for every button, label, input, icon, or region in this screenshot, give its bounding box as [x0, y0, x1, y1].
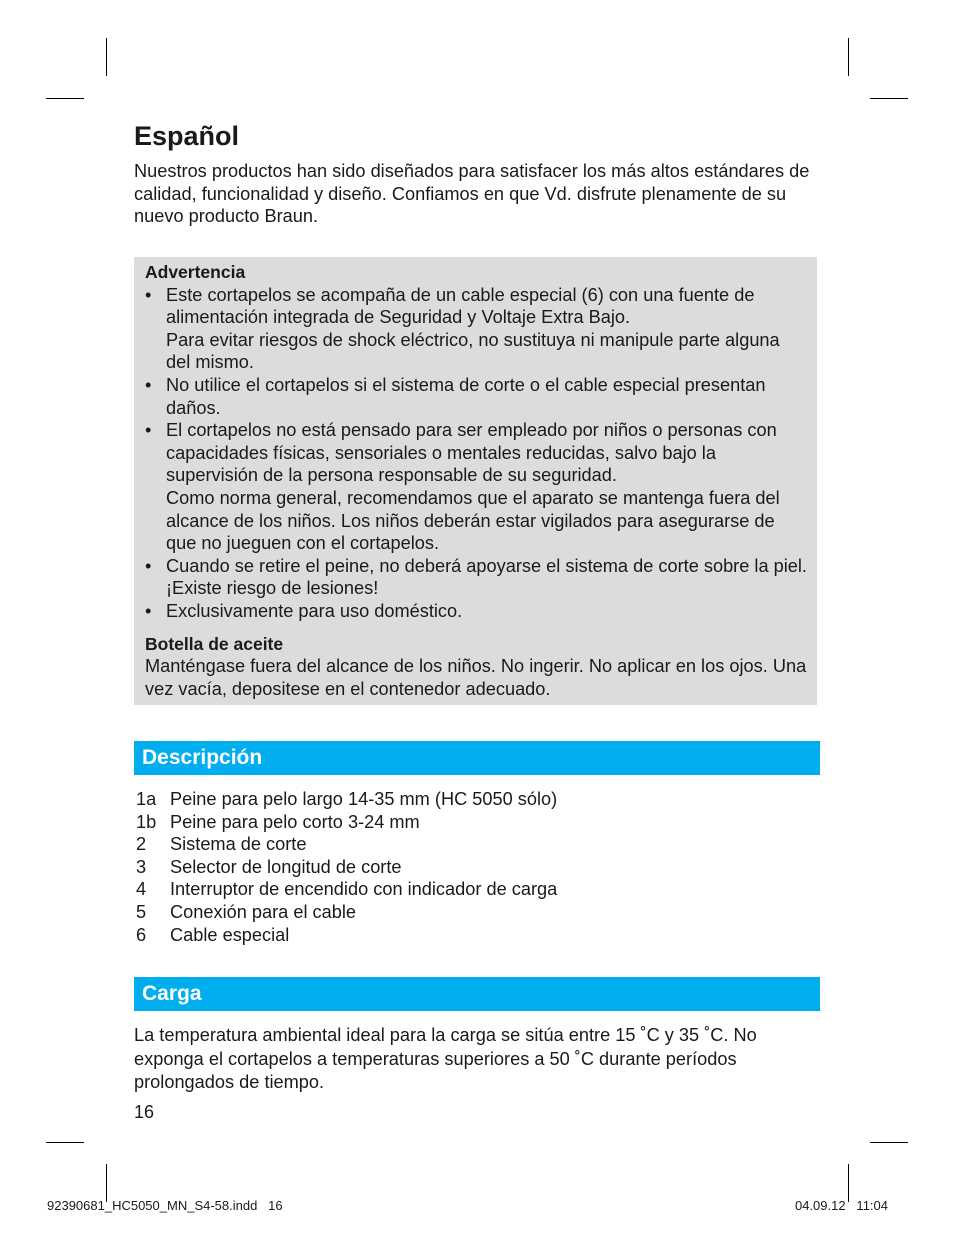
footer-file-info: 92390681_HC5050_MN_S4-58.indd 16: [47, 1198, 283, 1213]
list-item: [136, 856, 557, 879]
item-text: Sistema de corte: [170, 834, 307, 855]
warning-item-text: Cuando se retire el peine, no deberá apoyarse el sistema de corte sobre la piel. ¡Existe riesgo de lesiones!: [166, 555, 807, 599]
warning-item: [145, 555, 807, 600]
item-text: Interruptor de encendido con indicador de carga: [170, 879, 558, 900]
charging-paragraph: La temperatura ambiental ideal para la carga se sitúa entre 15 ˚C y 35 ˚C. No exponga el cortapelos a temperaturas superiores a 50 ˚C durante períodos prolongados de tiempo.: [134, 1025, 757, 1093]
item-text: Conexión para el cable: [170, 901, 357, 922]
footer-date: 04.09.12 11:04: [794, 1198, 888, 1213]
bullet-icon: •: [145, 600, 152, 621]
list-item: [136, 788, 557, 811]
item-text: Cable especial: [170, 924, 290, 945]
list-item: [136, 878, 557, 901]
crop-mark: [46, 1142, 84, 1143]
crop-mark: [46, 98, 84, 99]
warning-item-extra: Como norma general, recomendamos que el aparato se mantenga fuera del alcance de los niños. Los niños deberán estar vigilados para asegurarse de que no jueguen con el cortapelos.: [166, 487, 780, 554]
bullet-icon: •: [145, 284, 152, 305]
item-text: Peine para pelo corto 3-24 mm: [170, 811, 420, 832]
item-text: Selector de longitud de corte: [170, 856, 402, 877]
crop-mark: [106, 38, 107, 76]
charging-section-header: Carga: [134, 977, 820, 1011]
warning-item: [145, 374, 807, 419]
list-item: [136, 833, 557, 856]
item-number: 6: [136, 924, 147, 945]
warning-item: [145, 284, 807, 374]
warning-box: [134, 257, 817, 705]
list-item: [136, 901, 557, 924]
crop-mark: [870, 98, 908, 99]
crop-mark: [848, 38, 849, 76]
warning-item-text: No utilice el cortapelos si el sistema de corte o el cable especial presentan daños.: [166, 374, 766, 418]
item-number: 1a: [136, 789, 157, 809]
item-text: Peine para pelo largo 14-35 mm (HC 5050 sólo): [170, 789, 558, 809]
warning-item: [145, 600, 807, 623]
description-list: [136, 788, 557, 946]
warning-list: [145, 284, 807, 623]
warning-item-extra: Para evitar riesgos de shock eléctrico, no sustituya ni manipule parte alguna del mismo.: [166, 329, 780, 373]
bullet-icon: •: [145, 374, 152, 395]
intro-paragraph: Nuestros productos han sido diseñados para satisfacer los más altos estándares de calidad, funcionalidad y diseño. Confiamos en que Vd. disfrute plenamente de su nuevo producto Braun.: [134, 161, 810, 227]
warning-item: [145, 419, 807, 555]
item-number: 2: [136, 834, 147, 855]
list-item: [136, 924, 557, 947]
item-number: 1b: [136, 811, 157, 832]
page-title: Español: [134, 121, 240, 151]
warning-item-text: El cortapelos no está pensado para ser empleado por niños o personas con capacidades físicas, sensoriales o mentales reducidas, salvo bajo la supervisión de la persona responsable de su seguridad.: [166, 420, 777, 486]
bullet-icon: •: [145, 555, 152, 576]
bullet-icon: •: [145, 420, 152, 441]
warning-item-text: Este cortapelos se acompaña de un cable especial (6) con una fuente de alimentación integrada de Seguridad y Voltaje Extra Bajo.: [166, 284, 755, 328]
warning-item-text: Exclusivamente para uso doméstico.: [166, 600, 463, 621]
warning-title: Advertencia: [145, 262, 246, 282]
crop-mark: [870, 1142, 908, 1143]
list-item: [136, 811, 557, 834]
item-number: 3: [136, 856, 147, 877]
item-number: 4: [136, 879, 147, 900]
description-section-header: Descripción: [134, 741, 820, 775]
oil-bottle-title: Botella de aceite: [145, 633, 284, 654]
page-number: 16: [134, 1102, 155, 1122]
oil-bottle-text: Manténgase fuera del alcance de los niños. No ingerir. No aplicar en los ojos. Una vez vacía, depositese en el contenedor adecuado.: [145, 656, 807, 699]
item-number: 5: [136, 901, 147, 922]
